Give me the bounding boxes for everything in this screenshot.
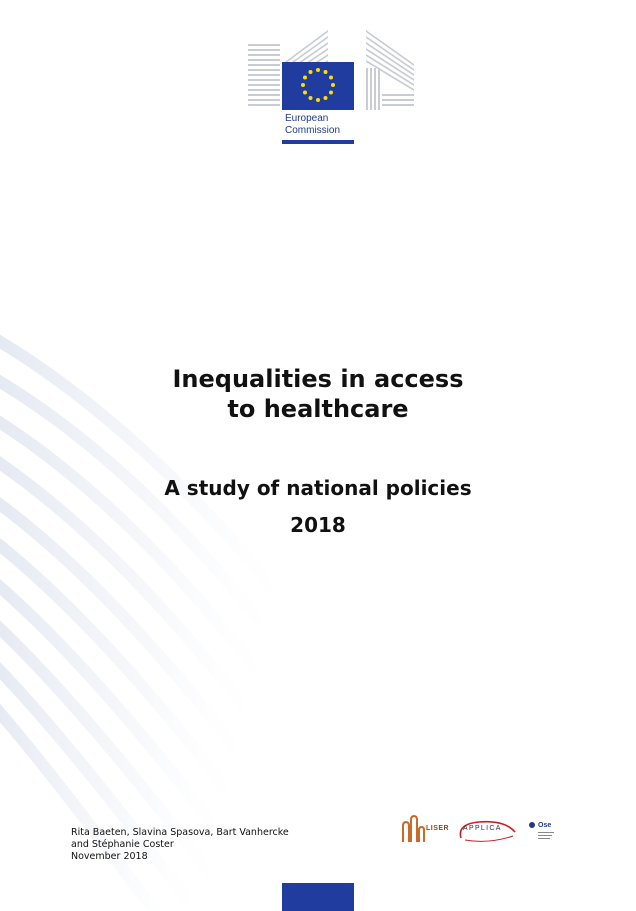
applica-logo-icon xyxy=(455,818,519,844)
liser-label: LISER xyxy=(426,825,450,832)
ose-label: Ose xyxy=(538,822,552,829)
logo-underline xyxy=(282,140,354,144)
document-year: 2018 xyxy=(290,513,346,537)
applica-label: APPLICA xyxy=(463,825,502,832)
document-subtitle: A study of national policies xyxy=(164,476,472,500)
title-line-2: to healthcare xyxy=(227,395,409,423)
publication-date: November 2018 xyxy=(71,851,148,862)
document-title xyxy=(0,364,636,424)
logo-line-1: European xyxy=(285,113,329,124)
ose-logo-icon xyxy=(527,820,557,842)
authors-line-2: and Stéphanie Coster xyxy=(71,839,174,850)
authors-line-1: Rita Baeten, Slavina Spasova, Bart Vanhercke xyxy=(71,827,289,838)
authors-block xyxy=(71,827,289,863)
bottom-flag-bar xyxy=(282,883,354,911)
liser-logo-icon xyxy=(400,812,450,846)
title-line-1: Inequalities in access xyxy=(172,365,464,393)
logo-wordmark xyxy=(285,113,365,137)
logo-line-2: Commission xyxy=(285,125,341,136)
